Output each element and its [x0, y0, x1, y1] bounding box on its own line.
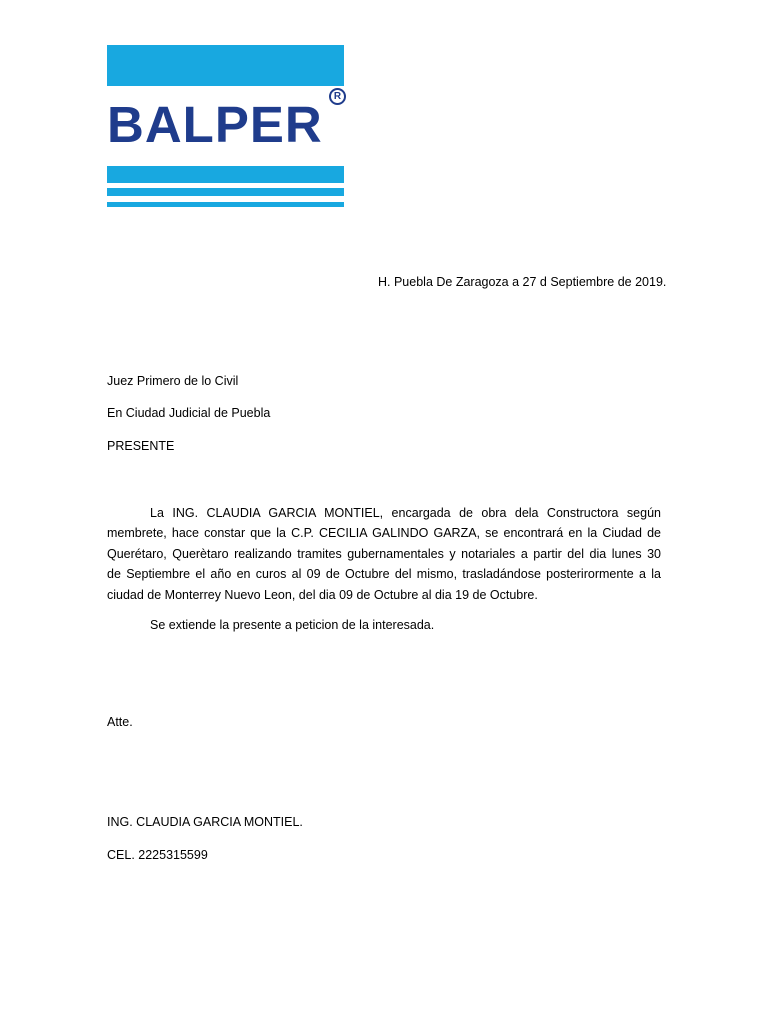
body-line: Querétaro, Querètaro realizando tramites gubernamentales y notariales a partir del dia lunes 30: [107, 546, 661, 561]
logo-stripe-2: [107, 188, 344, 196]
closing: Atte.: [107, 715, 133, 729]
extension-line: Se extiende la presente a peticion de la interesada.: [150, 618, 435, 632]
signer-name: ING. CLAUDIA GARCIA MONTIEL.: [107, 815, 303, 829]
body-paragraph: [107, 503, 661, 605]
body-line: La ING. CLAUDIA GARCIA MONTIEL, encargada de obra dela Constructora según: [150, 506, 661, 520]
logo-top-bar: [107, 45, 344, 86]
recipient-line-2: En Ciudad Judicial de Puebla: [107, 406, 271, 420]
registered-mark-icon: R: [329, 88, 346, 105]
signer-phone: CEL. 2225315599: [107, 848, 208, 862]
logo-stripe-1: [107, 166, 344, 183]
logo-brand-text: BALPER: [107, 96, 323, 153]
recipient-line-3: PRESENTE: [107, 439, 175, 453]
date-line: H. Puebla De Zaragoza a 27 d Septiembre de 2019.: [378, 275, 667, 289]
body-line: membrete, hace constar que la C.P. CECILIA GALINDO GARZA, se encontrará en la Ciudad de: [107, 526, 661, 541]
body-line: de Septiembre el año en curos al 09 de Octubre del mismo, trasladándose posterirormente a la: [107, 567, 661, 582]
body-line: ciudad de Monterrey Nuevo Leon, del dia 09 de Octubre al dia 19 de Octubre.: [107, 587, 538, 602]
recipient-line-1: Juez Primero de lo Civil: [107, 374, 239, 388]
balper-logo: [107, 45, 344, 208]
logo-stripe-3: [107, 202, 344, 207]
